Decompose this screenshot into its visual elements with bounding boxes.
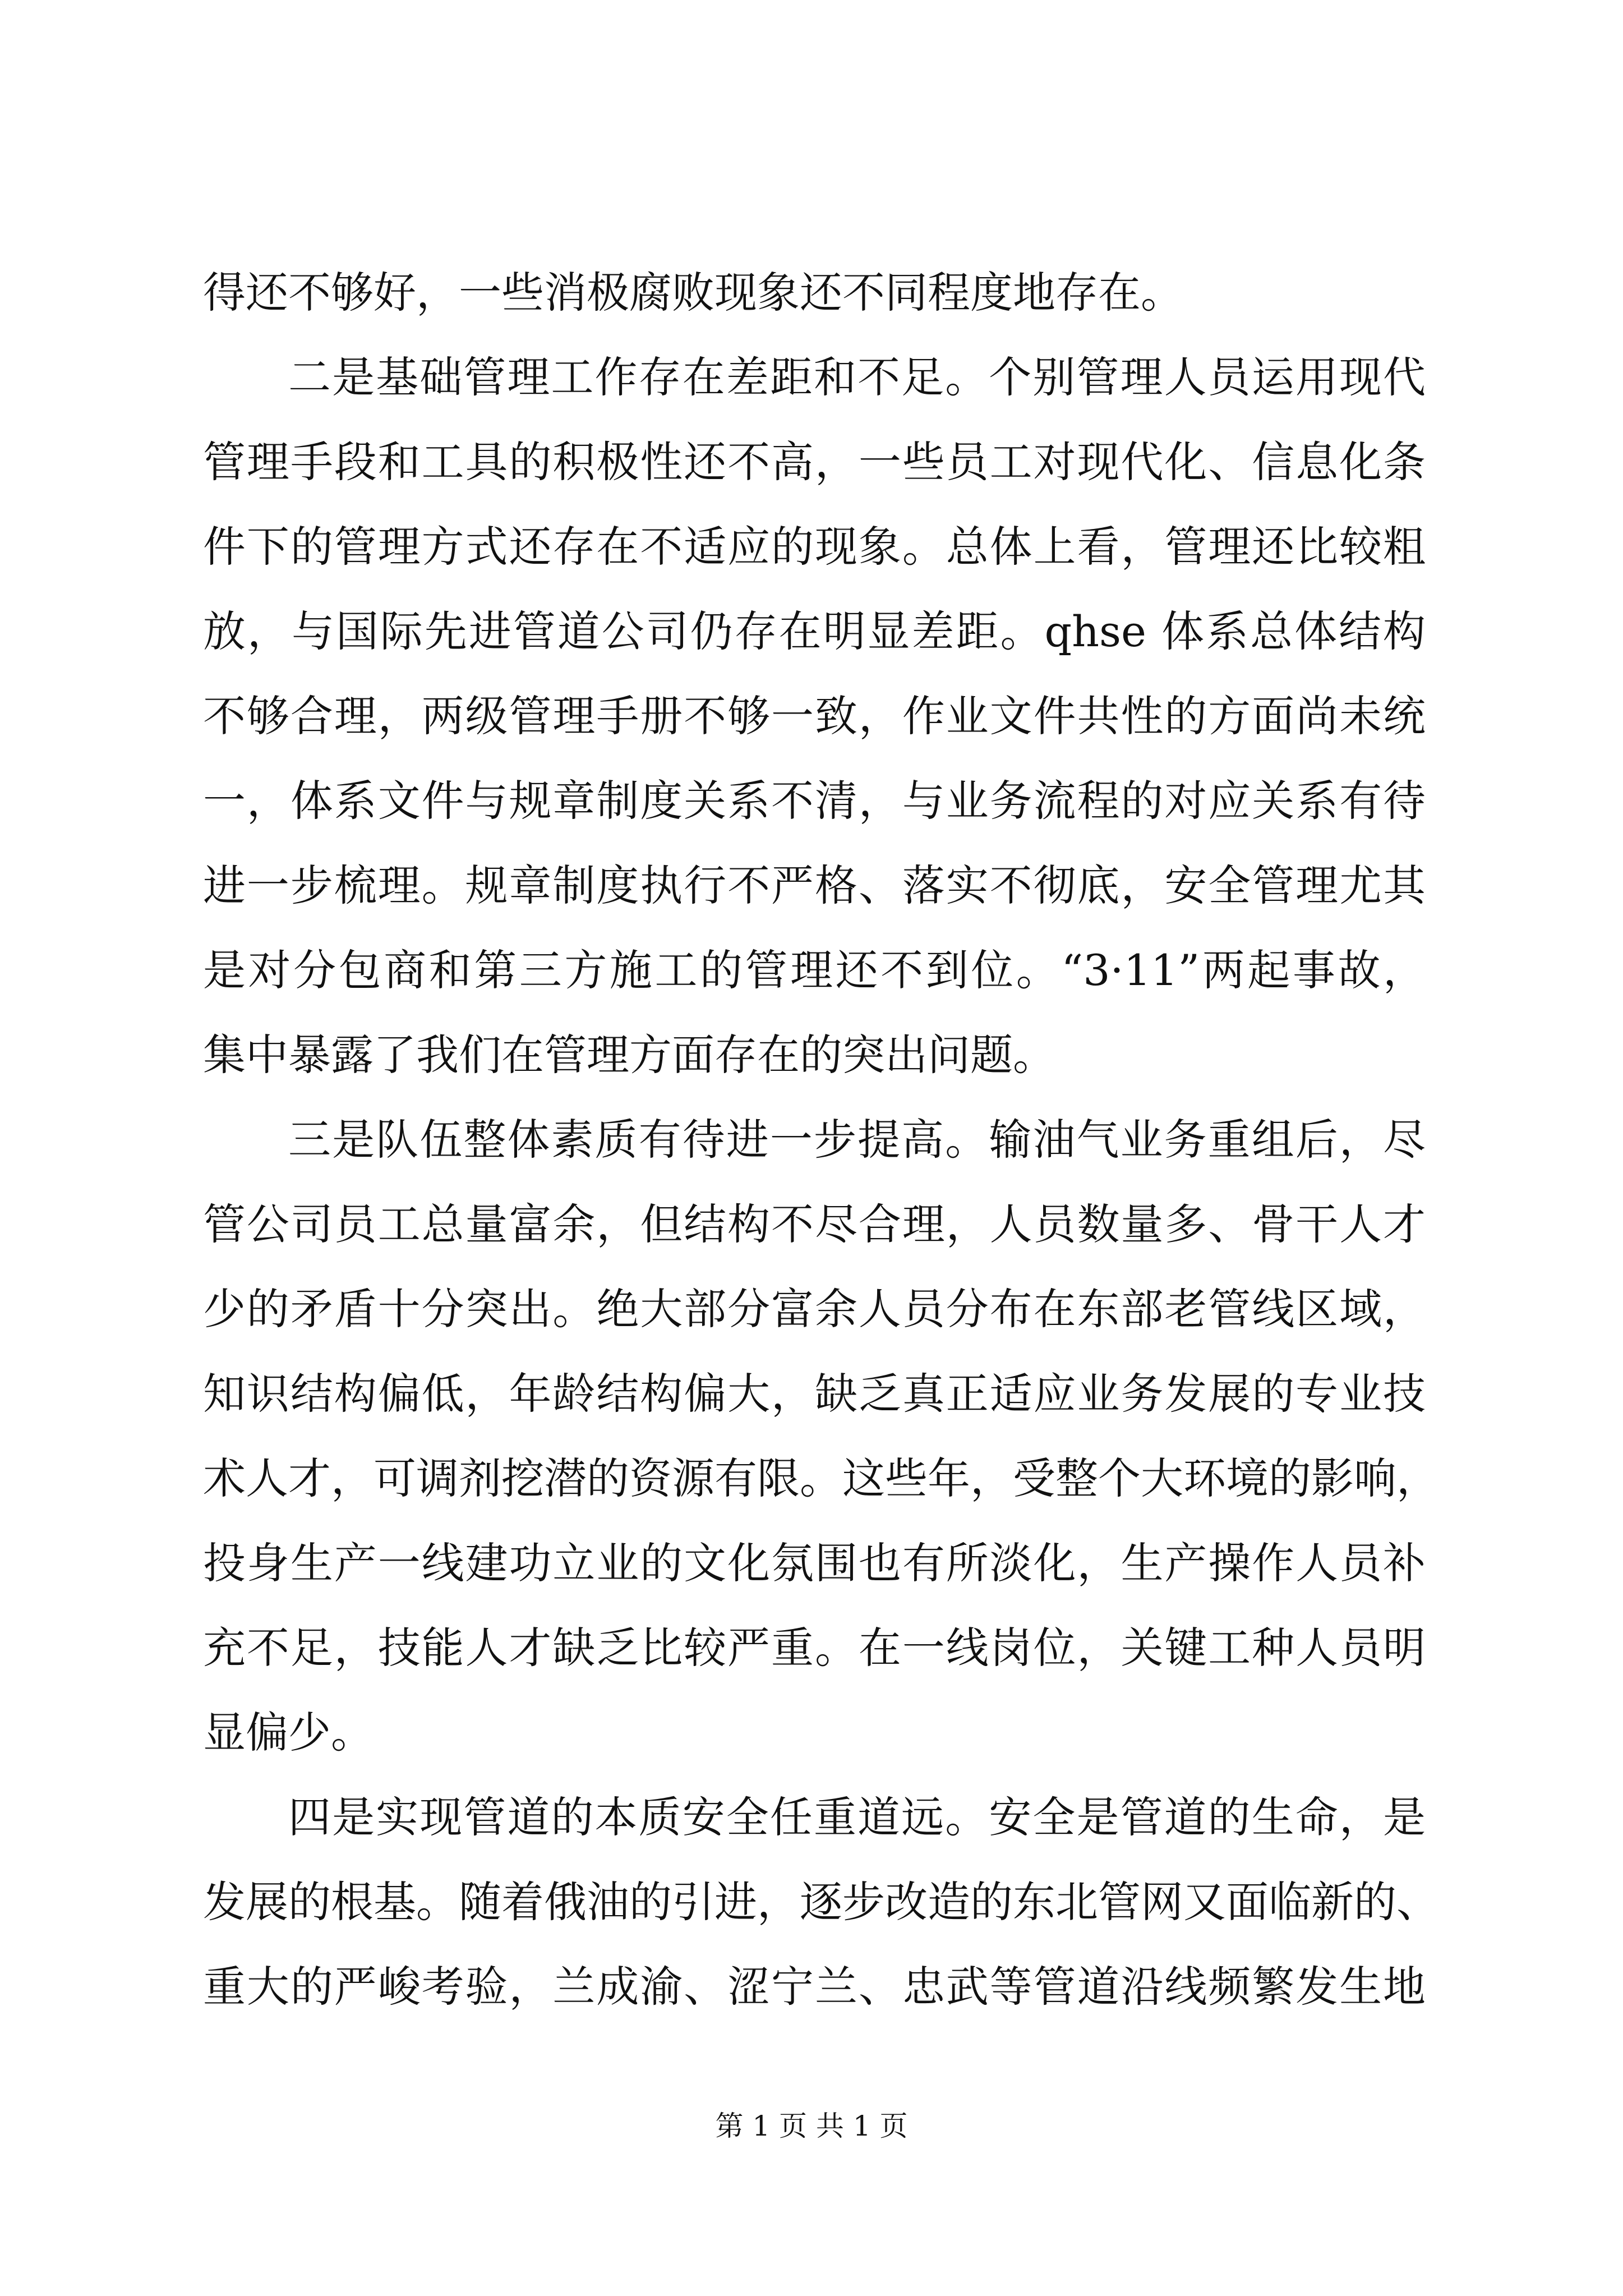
text-line: 三是队伍整体素质有待进一步提高。输油气业务重组后，尽 [288, 1115, 1426, 1165]
text-line: 件下的管理方式还存在不适应的现象。总体上看，管理还比较粗 [203, 522, 1426, 572]
text-line: 管理手段和工具的积极性还不高，一些员工对现代化、信息化条 [203, 437, 1426, 487]
text-line: 重大的严峻考验，兰成渝、涩宁兰、忠武等管道沿线频繁发生地 [203, 1962, 1426, 2012]
text-line: 发展的根基。随着俄油的引进，逐步改造的东北管网又面临新的、 [203, 1877, 1439, 1927]
text-line: 一，体系文件与规章制度关系不清，与业务流程的对应关系有待 [203, 776, 1426, 826]
text-line: 得还不够好，一些消极腐败现象还不同程度地存在。 [203, 268, 1183, 318]
document-body [203, 250, 1439, 2029]
text-line: 管公司员工总量富余，但结构不尽合理，人员数量多、骨干人才 [203, 1199, 1426, 1249]
text-line: 知识结构偏低，年龄结构偏大，缺乏真正适应业务发展的专业技 [203, 1369, 1426, 1419]
text-line: 术人才，可调剂挖潜的资源有限。这些年，受整个大环境的影响， [203, 1453, 1439, 1503]
text-line: 集中暴露了我们在管理方面存在的突出问题。 [203, 1030, 1055, 1080]
text-line: 充不足，技能人才缺乏比较严重。在一线岗位，关键工种人员明 [203, 1623, 1426, 1673]
text-line: 放，与国际先进管道公司仍存在明显差距。qhse 体系总体结构 [203, 606, 1426, 656]
text-line: 显偏少。 [203, 1708, 374, 1757]
text-line: 是对分包商和第三方施工的管理还不到位。“3·11”两起事故， [203, 945, 1426, 995]
text-line: 投身生产一线建功立业的文化氛围也有所淡化，生产操作人员补 [203, 1538, 1426, 1588]
text-line: 少的矛盾十分突出。绝大部分富余人员分布在东部老管线区域， [203, 1284, 1426, 1334]
text-line: 进一步梳理。规章制度执行不严格、落实不彻底，安全管理尤其 [203, 861, 1426, 910]
text-line: 四是实现管道的本质安全任重道远。安全是管道的生命，是 [288, 1792, 1426, 1842]
text-line: 不够合理，两级管理手册不够一致，作业文件共性的方面尚未统 [203, 691, 1426, 741]
page-footer: 第 1 页 共 1 页 [715, 2110, 908, 2142]
text-line: 二是基础管理工作存在差距和不足。个别管理人员运用现代 [288, 352, 1426, 402]
